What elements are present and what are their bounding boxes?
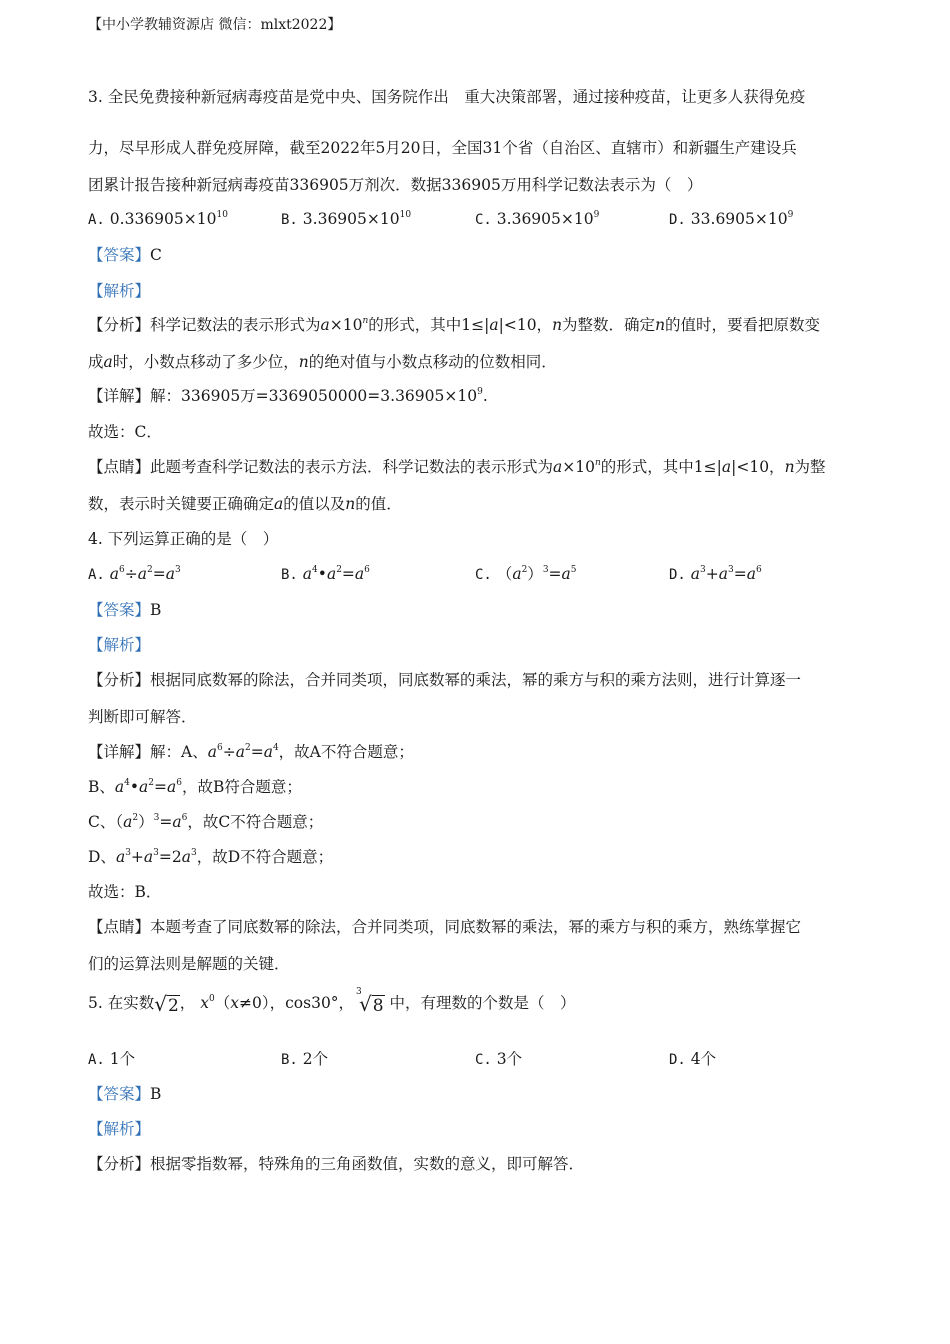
q5-stem: 5. 在实数√2， $x^0(x\ne 0)$，cos30°， 3 √8 中，有理数的个数是（ ） bbox=[88, 987, 576, 1016]
q3-fenxi-line-2: 成a时，小数点移动了多少位，n的绝对值与小数点移动的位数相同． bbox=[88, 353, 557, 371]
q3-analysis-heading: 【解析】 bbox=[88, 282, 151, 300]
cube-root-8: 3 √8 bbox=[356, 987, 384, 1016]
q3-option-b: B. $3.36905\times 10^{10}$ bbox=[281, 210, 412, 228]
q5-option-a: A. 1个 bbox=[88, 1050, 136, 1068]
q5-option-c: C. 3个 bbox=[475, 1050, 523, 1068]
q4-analysis-heading: 【解析】 bbox=[88, 636, 151, 654]
q4-option-a: A. $a^6\div a^2=a^3$ bbox=[88, 565, 181, 583]
q3-stem-line-2: 力，尽早形成人群免疫屏障，截至2022年5月20日，全国31个省（自治区、直辖市）和新疆生产建设兵 bbox=[88, 139, 797, 157]
sqrt-2: √2 bbox=[154, 992, 179, 1016]
q3-option-c: C. $3.36905\times 10^9$ bbox=[475, 210, 600, 228]
q5-analysis-heading: 【解析】 bbox=[88, 1120, 151, 1138]
q4-detail-b: B、$a^4•a^2=a^6$，故B符合题意； bbox=[88, 778, 302, 796]
q3-comment-line-2: 数，表示时关键要正确确定a的值以及n的值． bbox=[88, 495, 402, 513]
q3-answer: 【答案】C bbox=[88, 246, 162, 264]
q4-detail-a: 【详解】解：A、$a^6\div a^2=a^4$，故A不符合题意； bbox=[88, 743, 414, 761]
q5-option-d: D. 4个 bbox=[669, 1050, 717, 1068]
q3-comment-line-1: 【点睛】此题考查科学记数法的表示方法．科学记数法的表示形式为$a\times 10^n$的形式，其中1≤|a|<10，n为整 bbox=[88, 458, 826, 476]
q4-comment-line-2: 们的运算法则是解题的关键． bbox=[88, 955, 290, 973]
q4-fenxi-line-2: 判断即可解答． bbox=[88, 708, 197, 726]
q4-option-b: B. $a^4•a^2=a^6$ bbox=[281, 565, 370, 583]
q4-stem: 4. 下列运算正确的是（ ） bbox=[88, 530, 279, 548]
q5-option-b: B. 2个 bbox=[281, 1050, 329, 1068]
q3-fenxi-line-1: 【分析】科学记数法的表示形式为$a\times 10^n$的形式，其中1≤|a|<10，n为整数．确定n的值时，要看把原数变 bbox=[88, 316, 821, 334]
q3-stem-line-3: 团累计报告接种新冠病毒疫苗336905万剂次．数据336905万用科学记数法表示为（ ） bbox=[88, 176, 703, 194]
q5-answer: 【答案】B bbox=[88, 1085, 162, 1103]
q3-option-d: D. $33.6905\times 10^9$ bbox=[669, 210, 794, 228]
q4-option-d: D. $a^3+a^3=a^6$ bbox=[669, 565, 762, 583]
q4-comment-line-1: 【点睛】本题考查了同底数幂的除法，合并同类项，同底数幂的乘法，幂的乘方与积的乘方，熟练掌握它 bbox=[88, 918, 802, 936]
q3-option-a: A. $0.336905\times 10^{10}$ bbox=[88, 210, 228, 228]
q3-choice: 故选：C． bbox=[88, 423, 162, 441]
q3-detail: 【详解】解：336905万$=3369050000=3.36905\times 10^9$. bbox=[88, 387, 488, 405]
q4-option-c: C. $(a^2)^3=a^5$ bbox=[475, 565, 577, 583]
q4-detail-c: C、$(a^2)^3=a^6$，故C不符合题意； bbox=[88, 813, 324, 831]
q5-fenxi: 【分析】根据零指数幂，特殊角的三角函数值，实数的意义，即可解答． bbox=[88, 1155, 585, 1173]
q4-answer: 【答案】B bbox=[88, 601, 162, 619]
q4-fenxi-line-1: 【分析】根据同底数幂的除法，合并同类项，同底数幂的乘法，幂的乘方与积的乘方法则，进行计算逐一 bbox=[88, 671, 802, 689]
watermark-header: 【中小学教辅资源店 微信：mlxt2022】 bbox=[88, 17, 342, 33]
q4-detail-d: D、$a^3+a^3=2a^3$，故D不符合题意； bbox=[88, 848, 334, 866]
q4-choice: 故选：B． bbox=[88, 883, 162, 901]
q3-stem-line-1: 3. 全民免费接种新冠病毒疫苗是党中央、国务院作出 重大决策部署，通过接种疫苗，让更多人获得免疫 bbox=[88, 88, 806, 106]
